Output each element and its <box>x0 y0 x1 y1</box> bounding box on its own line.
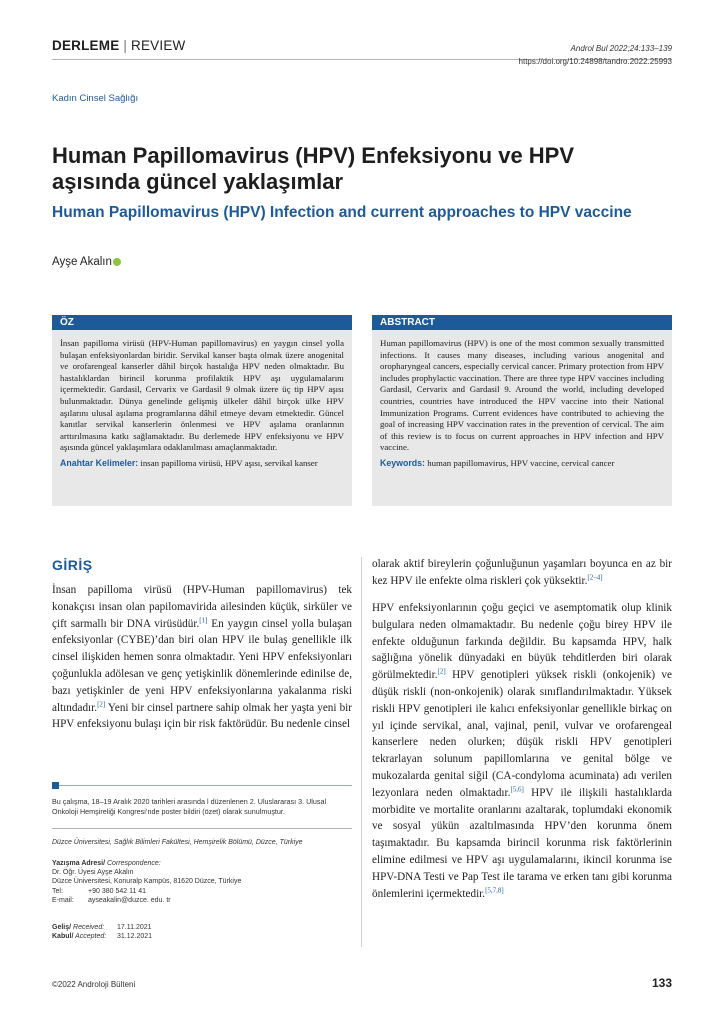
page-number: 133 <box>651 976 672 990</box>
article-category: Kadın Cinsel Sağlığı <box>52 93 139 104</box>
article-type-en: REVIEW <box>131 38 186 53</box>
article-dates <box>52 923 352 941</box>
abstract-box <box>372 330 672 506</box>
column-divider <box>361 557 362 947</box>
journal-reference: Androl Bul 2022;24:133–139 <box>570 44 672 53</box>
section-heading-giris: GİRİŞ <box>52 557 93 573</box>
title-turkish: Human Papillomavirus (HPV) Enfeksiyonu ve HPV aşısında güncel yaklaşımlar <box>52 143 575 194</box>
citation-ref[interactable]: [5,6] <box>510 785 524 794</box>
citation-ref[interactable]: [2] <box>437 667 446 676</box>
article-type-separator: | <box>119 38 132 53</box>
oz-box <box>52 330 352 506</box>
email-value[interactable]: ayseakalin@duzce. edu. tr <box>88 896 171 904</box>
presentation-note: Bu çalışma, 18–19 Aralık 2020 tarihleri arasında l düzenlenen 2. Uluslararası 3. Ulusal Onkoloji Hemşireliği Kongresi’nde poster bildiri (özet) olarak sunulmuştur. <box>52 797 327 816</box>
received-label-tr: Geliş/ <box>52 924 72 931</box>
email-label: E-mail: <box>52 896 74 904</box>
tel-label: Tel: <box>52 887 63 895</box>
giris-p1-part-a: İnsan papilloma virüsü (HPV-Human papillomavirus) tek konakçısı insan olan papilomavirida ailesinden küçük, sirküler ve çift sarmallı bir DNA virüsüdür. <box>52 584 352 630</box>
citation-ref[interactable]: [2–4] <box>587 573 603 582</box>
received-label <box>52 923 117 932</box>
orcid-icon[interactable] <box>113 258 121 266</box>
copyright-notice: ©2022 Androloji Bülteni <box>52 980 136 989</box>
oz-keywords-label: Anahtar Kelimeler: <box>60 457 139 468</box>
giris-paragraph-1 <box>52 582 352 733</box>
footnote-divider <box>52 828 352 829</box>
giris-paragraph-1-continued <box>372 556 672 590</box>
author-affiliation: Düzce Üniversitesi, Sağlık Bilimleri Fakültesi, Hemşirelik Bölümü, Düzce, Türkiye <box>52 839 303 846</box>
giris-p2-part-c: HPV ile ilişkili hastalıklarda morbidite ve mortalite oranlarını azaltarak, toplumdaki ekonomik ve sosyal yükün azaltılmasında HPV’den korunma önem taşımaktadır. Bu kapsamda birincil korunma risk faktörlerinin elimine edilmesi ve HPV aşı uygulamalarını, ikincil korunma ise HPV-DNA Testi ve Pap Test ile tarama ve erken tanı gibi korunma önlemlerini içermektedir. <box>372 786 672 900</box>
oz-keywords <box>60 458 344 470</box>
doi-link[interactable]: https://doi.org/10.24898/tandro.2022.25993 <box>518 57 672 66</box>
abstract-keywords-value: human papillomavirus, HPV vaccine, cervical cancer <box>427 457 615 468</box>
abstract-keywords <box>380 458 664 470</box>
accepted-label-en: Accepted: <box>73 933 107 941</box>
giris-paragraph-2 <box>372 600 672 902</box>
giris-p2-part-b: HPV genotipleri yüksek riskli (onkojenik) ve düşük riskli (non-onkojenik) olarak sınıflandırılmaktadır. Yüksek riskli HPV genotipleri ile kalıcı enfeksiyonlar genellikle birkaç on yıl içinde servikal, anal, vajinal, penil, vulvar ve orofarengeal kanserlere neden olurken; düşük riskli HPV genotipleri tekrarlayan solunum papillomlarına ve genital bölge ve mukozalarda genital siğil (CA-condyloma acuminata) adı verilen lezyonlara neden olmaktadır. <box>372 669 672 799</box>
received-date: 17.11.2021 <box>117 924 152 931</box>
footnote-marker <box>52 782 59 789</box>
citation-ref[interactable]: [5,7,8] <box>485 885 504 894</box>
abstract-heading: ABSTRACT <box>372 315 672 330</box>
abstract-keywords-label: Keywords: <box>380 457 425 468</box>
accepted-date: 31.12.2021 <box>117 933 153 941</box>
giris-p1-part-b: En yaygın cinsel yolla bulaşan enfeksiyonlar (CYBE)’dan biri olan HPV ile bulaş genellikle ilk cinsel ilişkiden hemen sonra olmaktadır. Yeni HPV enfeksiyonları çoğunlukla adölesan ve genç yetişkinlik dönemlerinde edinilse de, bazı yetişkinler de yeni HPV enfeksiyonlarına yakalanma riski altındadır. <box>52 617 352 714</box>
title-english: Human Papillomavirus (HPV) Infection and current approaches to HPV vaccine <box>52 204 632 221</box>
accepted-date-row <box>52 932 352 941</box>
correspondence-block <box>52 859 352 905</box>
citation-ref[interactable]: [1] <box>199 615 208 624</box>
correspondence-address: Düzce Üniversitesi, Konuralp Kampüs, 81620 Düzce, Türkiye <box>52 878 242 886</box>
correspondence-email <box>52 896 352 905</box>
author-line <box>52 256 121 268</box>
tel-value: +90 380 542 11 41 <box>88 887 147 895</box>
giris-p1-part-c: Yeni bir cinsel partnere sahip olmak her yaşta yeni bir HPV enfeksiyonu bulaşı için bir risk faktörüdür. Bu nedenle cinsel <box>52 701 352 731</box>
correspondence-label <box>52 859 352 868</box>
author-name: Ayşe Akalın <box>52 256 112 268</box>
correspondence-name: Dr. Öğr. Üyesi Ayşe Akalın <box>52 869 134 877</box>
correspondence-label-en: Correspondence: <box>105 860 161 867</box>
accepted-label <box>52 932 117 941</box>
article-type-tr: DERLEME <box>52 38 120 53</box>
oz-text: İnsan papilloma virüsü (HPV-Human papillomavirus) en yaygın cinsel yolla bulaşan enfeksiyonlardan biridir. Servikal kanser başta olmak üzere anogenital ve orofarengeal kanserler dâhil birçok hastalığa HPV neden olmaktadır. Bu hastalıklardan birincil korunma profilaktik HPV aşı uygulamalarını içermektedir. Gardasil, Cervarix ve Gardasil 9 olmak üzere üç tip HPV aşısı bulunmaktadır. Dünya genelinde gelişmiş ülkeler dâhil birçok ülke HPV aşılarını ulusal aşılama programlarına dâhil etmeye devam etmektedir. Güncel kanıtlar servikal kanserlerin önlenmesi ve HPV aşılama oranlarının arttırılmasına katkı sağlamaktadır. Bu derlemede HPV enfeksiyonu ve HPV aşısında güncel yaklaşımlara odaklanılması amaçlanmaktadır. <box>60 338 344 453</box>
oz-heading: ÖZ <box>52 315 352 330</box>
correspondence-tel <box>52 887 352 896</box>
oz-keywords-value: insan papilloma virüsü, HPV aşısı, servikal kanser <box>140 457 318 468</box>
article-type-label <box>52 38 185 53</box>
citation-ref[interactable]: [2] <box>97 699 106 708</box>
accepted-label-tr: Kabul/ <box>52 933 74 941</box>
received-label-en: Received: <box>71 924 105 931</box>
correspondence-label-tr: Yazışma Adresi/ <box>52 860 106 867</box>
abstract-text: Human papillomavirus (HPV) is one of the most common sexually transmitted infections. It causes many diseases, including various anogenital and oropharyngeal cancers, especially cervical cancer. Primary protection from HPV includes prophylactic vaccination. There are three type HPV vaccines including Gardasil, Cervarix and Gardasil 9. Around the world, including developed countries, countries have introduced the HPV vaccine into their National Immunization Programs. Current evidences have contributed to achieving the goal of increasing HPV vaccination rates in the prevention of cervical. The aim of this review is to focus on current approaches in HPV infection and HPV vaccine. <box>380 338 664 453</box>
giris-p1-continuation: olarak aktif bireylerin çoğunluğunun yaşamları boyunca en az bir kez HPV ile enfekte olma riskleri çok yüksektir. <box>372 558 672 587</box>
footnote-rule <box>52 785 352 786</box>
received-date-row <box>52 923 352 932</box>
giris-p2-part-a: HPV enfeksiyonlarının çoğu geçici ve asemptomatik olup klinik bulgulara neden olmamaktadır. Bu nedenle çoğu birey HPV ile enfekte olduğunun farkında değildir. Bu kapsamda HPV, halk sağlığına yönelik dünyadaki en büyük tehditlerden biri olarak görülmektedir. <box>372 602 672 682</box>
